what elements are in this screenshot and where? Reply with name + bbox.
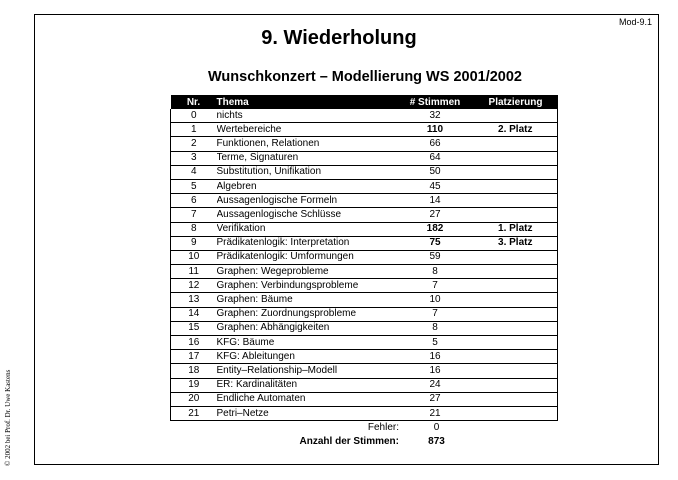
table-row — [171, 236, 558, 250]
row-thema: KFG: Ableitungen — [217, 350, 397, 364]
table-row — [171, 194, 558, 208]
row-stimmen: 45 — [397, 179, 474, 193]
row-stimmen: 59 — [397, 250, 474, 264]
row-thema: Graphen: Wegeprobleme — [217, 265, 397, 279]
row-platzierung — [474, 279, 558, 293]
row-nr: 7 — [171, 208, 217, 222]
error-count-row — [170, 421, 557, 435]
header-platzierung: Platzierung — [474, 95, 558, 109]
row-thema: Prädikatenlogik: Umformungen — [217, 250, 397, 264]
row-thema: ER: Kardinalitäten — [217, 378, 397, 392]
table-row — [171, 350, 558, 364]
row-thema: Aussagenlogische Schlüsse — [217, 208, 397, 222]
row-stimmen: 50 — [397, 165, 474, 179]
row-nr: 15 — [171, 321, 217, 335]
table-header-row — [171, 95, 558, 109]
table-row — [171, 293, 558, 307]
total-votes-row — [170, 435, 557, 449]
row-thema: Prädikatenlogik: Interpretation — [217, 236, 397, 250]
row-platzierung — [474, 392, 558, 406]
row-stimmen: 182 — [397, 222, 474, 236]
table-row — [171, 151, 558, 165]
table-title: Wunschkonzert – Modellierung WS 2001/2002 — [208, 69, 522, 85]
row-nr: 14 — [171, 307, 217, 321]
table-row — [171, 336, 558, 350]
row-platzierung — [474, 208, 558, 222]
table-row — [171, 109, 558, 123]
row-stimmen: 27 — [397, 208, 474, 222]
row-stimmen: 24 — [397, 378, 474, 392]
row-stimmen: 8 — [397, 265, 474, 279]
row-nr: 2 — [171, 137, 217, 151]
row-thema: Graphen: Bäume — [217, 293, 397, 307]
row-platzierung — [474, 250, 558, 264]
table-row — [171, 165, 558, 179]
error-count-value: 0 — [433, 422, 440, 434]
row-nr: 12 — [171, 279, 217, 293]
table-row — [171, 392, 558, 406]
slide-id: Mod-9.1 — [618, 17, 652, 27]
row-platzierung — [474, 321, 558, 335]
table-row — [171, 378, 558, 392]
row-nr: 13 — [171, 293, 217, 307]
row-nr: 19 — [171, 378, 217, 392]
page-title: 9. Wiederholung — [261, 27, 417, 49]
row-stimmen: 21 — [397, 406, 474, 420]
copyright-note: © 2002 bei Prof. Dr. Uwe Kastens — [4, 369, 12, 466]
table-row — [171, 279, 558, 293]
vote-table — [170, 95, 558, 421]
table-row — [171, 222, 558, 236]
table-row — [171, 307, 558, 321]
row-thema: nichts — [217, 109, 397, 123]
row-thema: Entity–Relationship–Modell — [217, 364, 397, 378]
row-stimmen: 7 — [397, 279, 474, 293]
row-platzierung — [474, 364, 558, 378]
row-stimmen: 14 — [397, 194, 474, 208]
row-thema: Verifikation — [217, 222, 397, 236]
row-thema: Substitution, Unifikation — [217, 165, 397, 179]
row-stimmen: 64 — [397, 151, 474, 165]
row-platzierung — [474, 307, 558, 321]
row-thema: Algebren — [217, 179, 397, 193]
table-row — [171, 208, 558, 222]
row-nr: 4 — [171, 165, 217, 179]
row-platzierung — [474, 406, 558, 420]
total-votes-value: 873 — [428, 436, 445, 448]
table-body — [171, 109, 558, 421]
error-count-label: Fehler: — [367, 422, 399, 434]
row-nr: 0 — [171, 109, 217, 123]
row-stimmen: 32 — [397, 109, 474, 123]
vote-table-container — [170, 95, 557, 449]
row-nr: 1 — [171, 123, 217, 137]
table-row — [171, 265, 558, 279]
row-thema: Endliche Automaten — [217, 392, 397, 406]
row-platzierung — [474, 194, 558, 208]
row-nr: 5 — [171, 179, 217, 193]
row-thema: Terme, Signaturen — [217, 151, 397, 165]
row-stimmen: 27 — [397, 392, 474, 406]
row-thema: Graphen: Zuordnungsprobleme — [217, 307, 397, 321]
row-thema: Funktionen, Relationen — [217, 137, 397, 151]
row-stimmen: 16 — [397, 350, 474, 364]
row-nr: 20 — [171, 392, 217, 406]
row-platzierung — [474, 165, 558, 179]
row-platzierung — [474, 137, 558, 151]
total-votes-label: Anzahl der Stimmen: — [299, 436, 399, 448]
row-platzierung — [474, 109, 558, 123]
row-stimmen: 16 — [397, 364, 474, 378]
row-stimmen: 110 — [397, 123, 474, 137]
row-platzierung — [474, 350, 558, 364]
row-nr: 16 — [171, 336, 217, 350]
row-thema: Graphen: Verbindungsprobleme — [217, 279, 397, 293]
row-thema: Graphen: Abhängigkeiten — [217, 321, 397, 335]
row-platzierung — [474, 293, 558, 307]
row-thema: KFG: Bäume — [217, 336, 397, 350]
table-row — [171, 406, 558, 420]
table-row — [171, 179, 558, 193]
row-thema: Aussagenlogische Formeln — [217, 194, 397, 208]
row-platzierung — [474, 151, 558, 165]
row-stimmen: 5 — [397, 336, 474, 350]
row-stimmen: 66 — [397, 137, 474, 151]
table-row — [171, 321, 558, 335]
header-stimmen: # Stimmen — [397, 95, 474, 109]
row-platzierung: 1. Platz — [474, 222, 558, 236]
row-thema: Wertebereiche — [217, 123, 397, 137]
row-stimmen: 10 — [397, 293, 474, 307]
row-nr: 9 — [171, 236, 217, 250]
row-nr: 10 — [171, 250, 217, 264]
row-thema: Petri–Netze — [217, 406, 397, 420]
row-platzierung — [474, 179, 558, 193]
row-nr: 17 — [171, 350, 217, 364]
table-row — [171, 137, 558, 151]
table-row — [171, 123, 558, 137]
row-stimmen: 8 — [397, 321, 474, 335]
row-stimmen: 7 — [397, 307, 474, 321]
row-platzierung: 2. Platz — [474, 123, 558, 137]
row-nr: 6 — [171, 194, 217, 208]
row-stimmen: 75 — [397, 236, 474, 250]
table-row — [171, 364, 558, 378]
table-row — [171, 250, 558, 264]
row-nr: 18 — [171, 364, 217, 378]
row-platzierung — [474, 378, 558, 392]
row-nr: 8 — [171, 222, 217, 236]
header-thema: Thema — [217, 95, 397, 109]
row-nr: 3 — [171, 151, 217, 165]
row-platzierung — [474, 265, 558, 279]
row-nr: 21 — [171, 406, 217, 420]
row-platzierung: 3. Platz — [474, 236, 558, 250]
header-nr: Nr. — [171, 95, 217, 109]
row-platzierung — [474, 336, 558, 350]
row-nr: 11 — [171, 265, 217, 279]
